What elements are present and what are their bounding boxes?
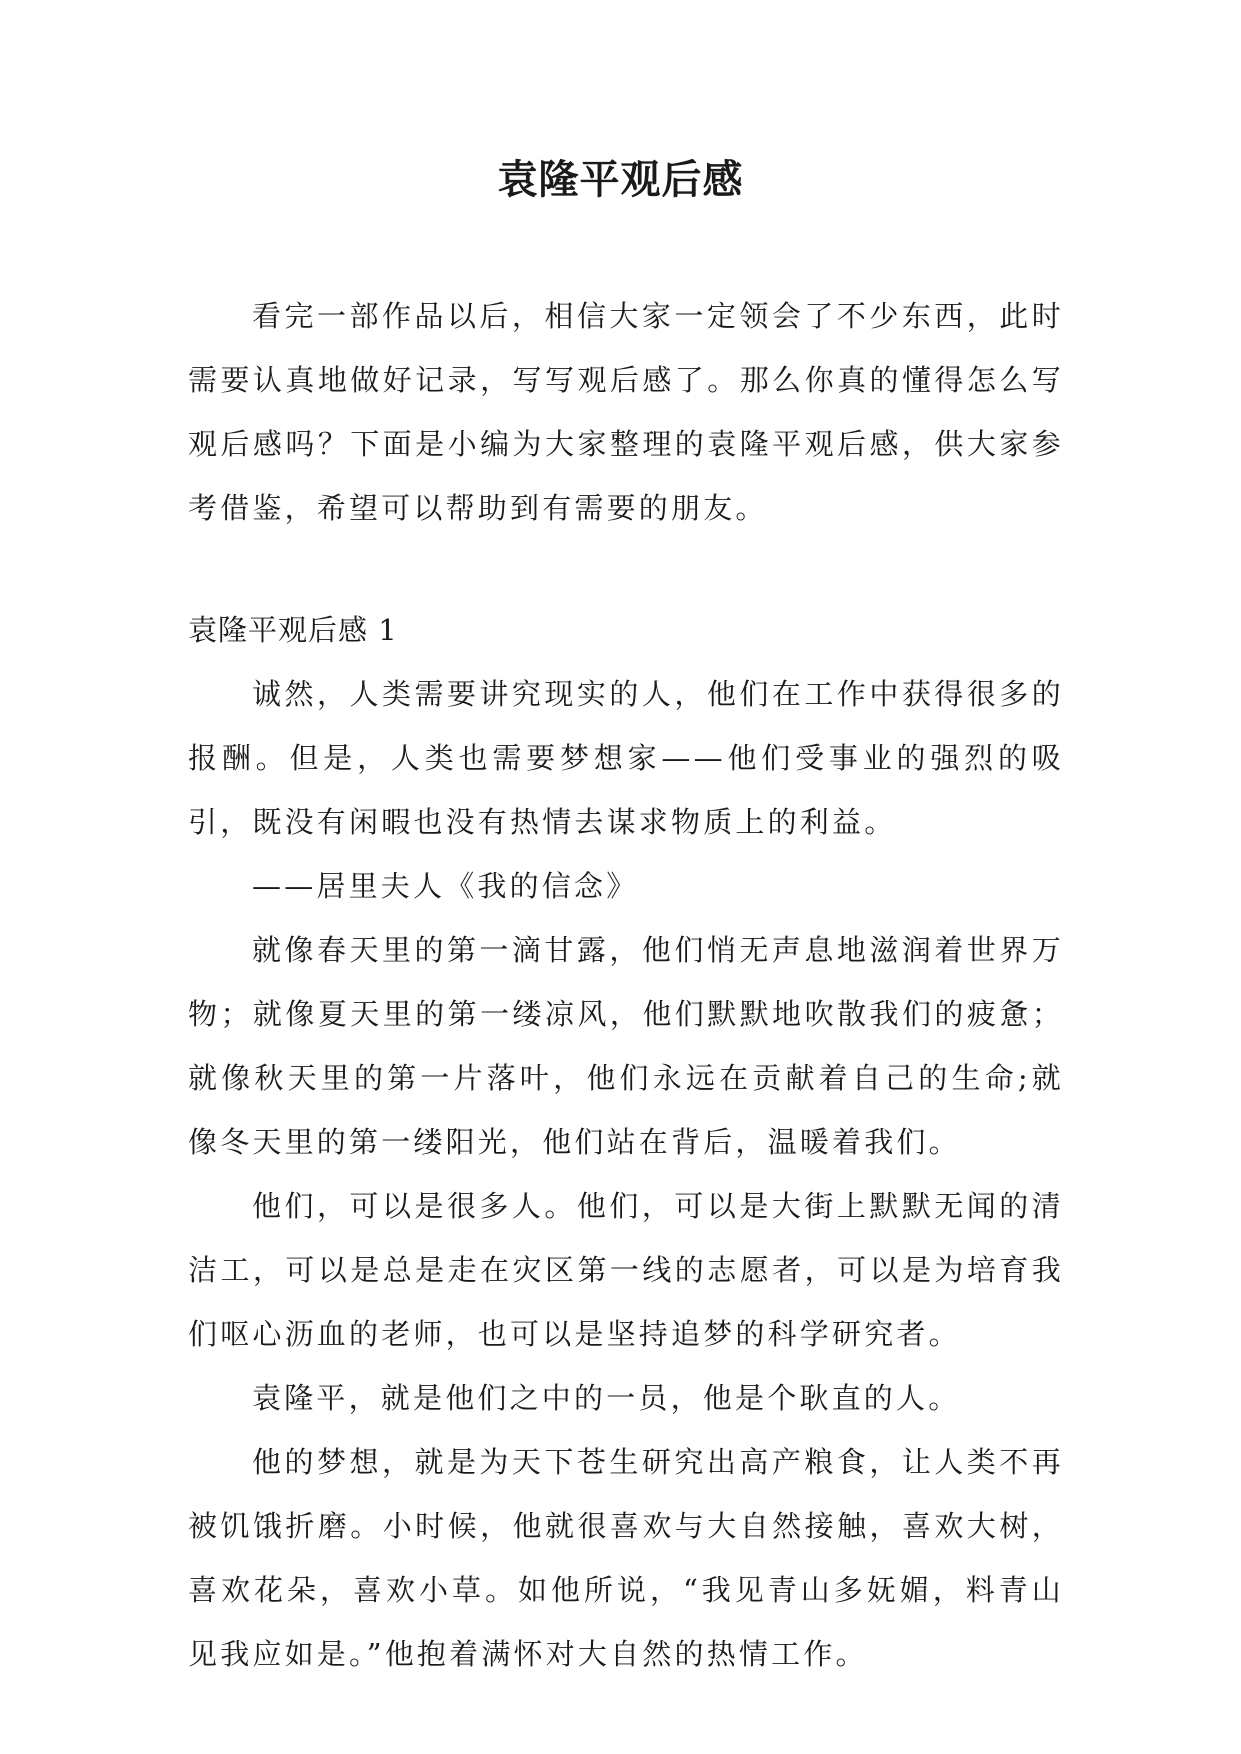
quote-attribution: ——居里夫人《我的信念》 [252,869,639,903]
spacer [188,540,1064,598]
body-paragraph: 他们，可以是很多人。他们，可以是大街上默默无闻的清洁工，可以是总是走在灾区第一线的志愿者，可以是为培育我们呕心沥血的老师，也可以是坚持追梦的科学研究者。 [188,1189,1064,1351]
intro-paragraph: 看完一部作品以后，相信大家一定领会了不少东西，此时需要认真地做好记录，写写观后感了。那么你真的懂得怎么写观后感吗？下面是小编为大家整理的袁隆平观后感，供大家参考借鉴，希望可以帮助到有需要的朋友。 [188,299,1064,525]
body-paragraph: 袁隆平，就是他们之中的一员，他是个耿直的人。 [252,1381,961,1415]
body-paragraph: 就像春天里的第一滴甘露，他们悄无声息地滋润着世界万物；就像夏天里的第一缕凉风，他们默默地吹散我们的疲惫；就像秋天里的第一片落叶，他们永远在贡献着自己的生命;就像冬天里的第一缕阳光，他们站在背后，温暖着我们。 [188,933,1064,1159]
body-paragraph: 他的梦想，就是为天下苍生研究出高产粮食，让人类不再被饥饿折磨。小时候，他就很喜欢与大自然接触，喜欢大树，喜欢花朵，喜欢小草。如他所说，“我见青山多妩媚，料青山见我应如是。”他抱着满怀对大自然的热情工作。 [188,1445,1064,1671]
document-title: 袁隆平观后感 [497,156,744,203]
body-paragraph: 诚然，人类需要讲究现实的人，他们在工作中获得很多的报酬。但是，人类也需要梦想家——他们受事业的强烈的吸引，既没有闲暇也没有热情去谋求物质上的利益。 [188,677,1064,839]
document-body [188,284,1064,1686]
section-heading: 袁隆平观后感 1 [188,613,398,647]
